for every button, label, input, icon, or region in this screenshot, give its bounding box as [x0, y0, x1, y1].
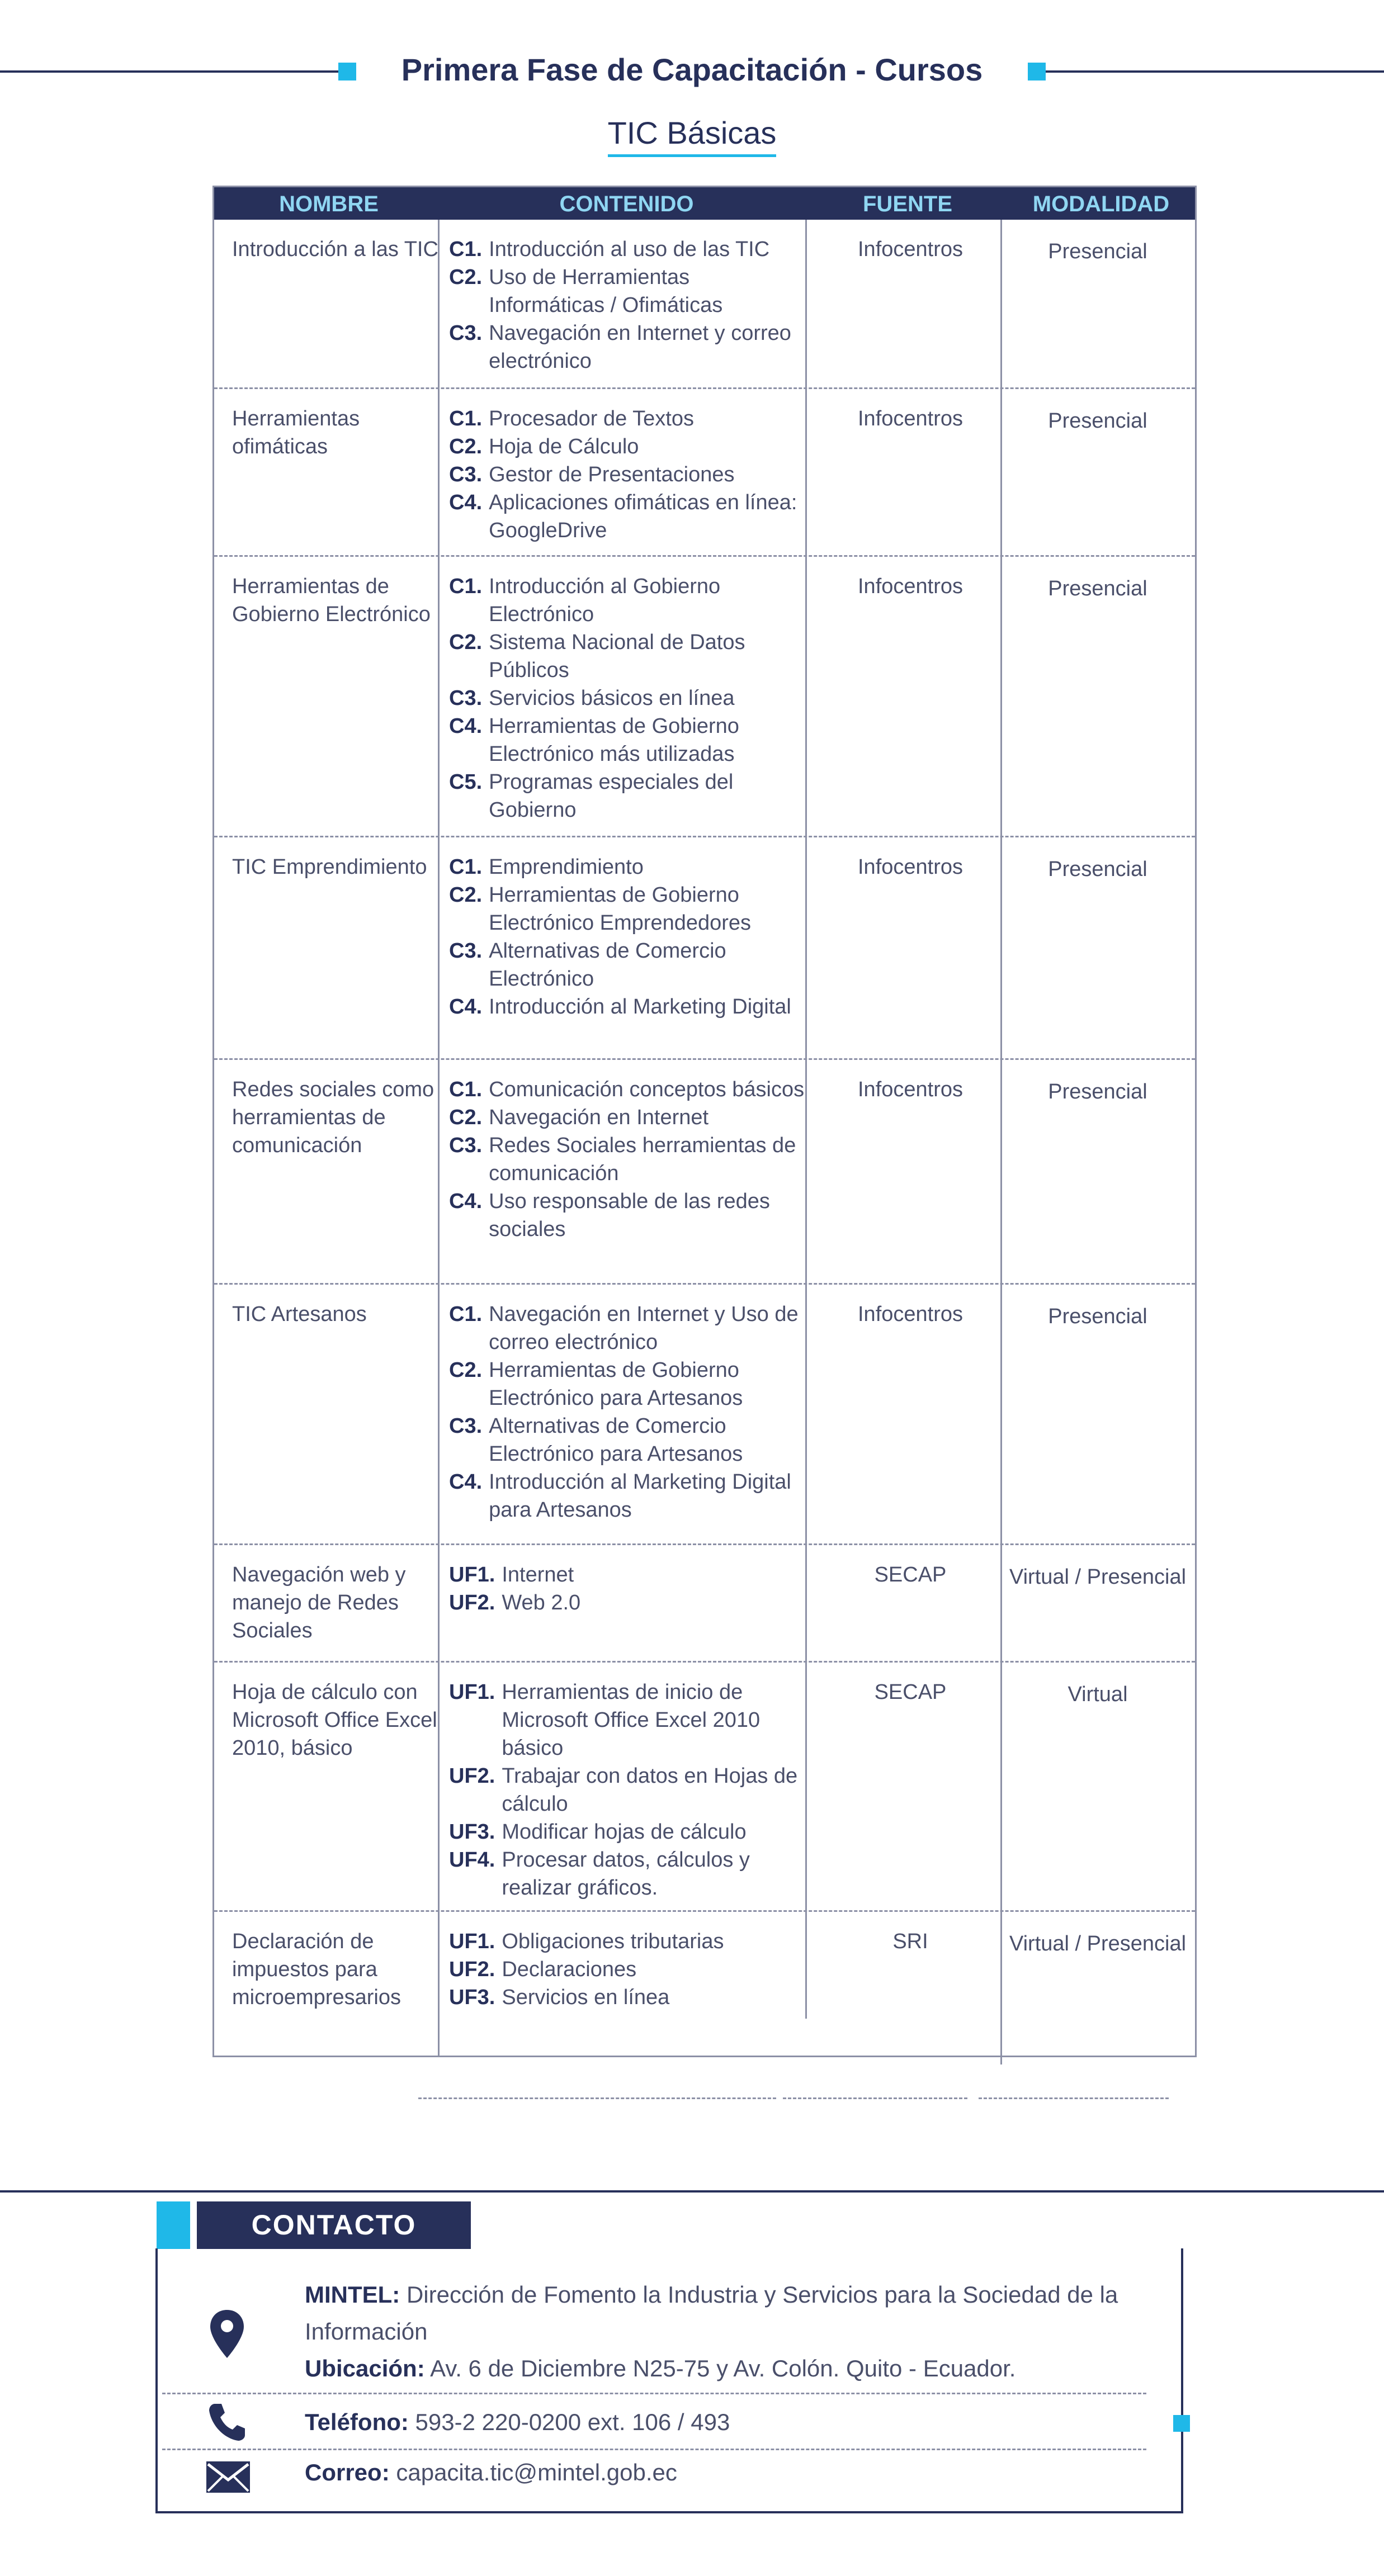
course-source: SECAP — [874, 1680, 947, 1704]
content-item-text: Introducción al uso de las TIC — [489, 238, 770, 261]
content-item — [449, 1076, 807, 1104]
content-item-text: Obligaciones tributarias — [502, 1930, 724, 1953]
course-modality: Virtual / Presencial — [1009, 1932, 1187, 1955]
contact-mintel: MINTEL: Dirección de Fomento la Industria y Servicios para la Sociedad de la Información — [305, 2281, 1118, 2345]
contact-divider — [162, 2449, 1146, 2450]
content-item-code: UF1. — [449, 1680, 495, 1704]
content-item-code: C1. — [449, 238, 483, 261]
course-content — [449, 572, 807, 824]
content-item-code: C1. — [449, 575, 483, 598]
content-item-code: C4. — [449, 1190, 483, 1213]
course-content — [449, 405, 807, 544]
content-item — [449, 1131, 807, 1187]
content-item — [449, 1846, 807, 1902]
content-item — [449, 572, 807, 628]
content-item-code: C3. — [449, 686, 483, 710]
content-item-code: UF1. — [449, 1563, 495, 1587]
contact-title: CONTACTO — [197, 2201, 471, 2249]
table-row — [214, 555, 1195, 837]
content-item — [449, 853, 807, 881]
content-item — [449, 1818, 807, 1846]
content-item-code: UF2. — [449, 1958, 495, 1981]
content-item — [449, 263, 807, 319]
content-item — [449, 1955, 807, 1983]
course-source: Infocentros — [858, 575, 963, 598]
content-item — [449, 993, 807, 1021]
contact-address: Ubicación: Av. 6 de Diciembre N25-75 y Av. Colón. Quito - Ecuador. — [305, 2355, 1016, 2381]
content-item-code: C3. — [449, 1134, 483, 1157]
content-item-code: C1. — [449, 407, 483, 430]
table-row — [214, 1283, 1195, 1545]
course-modality: Presencial — [1048, 409, 1147, 433]
content-item — [449, 1356, 807, 1412]
course-content — [449, 1300, 807, 1524]
content-item-code: UF2. — [449, 1764, 495, 1788]
content-item-code: C4. — [449, 1470, 483, 1494]
table-row — [214, 1910, 1195, 2028]
table-row — [214, 1661, 1195, 1912]
envelope-icon — [205, 2460, 252, 2494]
content-item-code: UF2. — [449, 1591, 495, 1614]
content-item — [449, 319, 807, 375]
table-row — [214, 1543, 1195, 1663]
course-content — [449, 1076, 807, 1243]
phone-icon — [207, 2402, 247, 2442]
course-name: Herramientas de Gobierno Electrónico — [232, 575, 431, 626]
email-link[interactable]: capacita.tic@mintel.gob.ec — [396, 2459, 677, 2485]
course-modality: Virtual / Presencial — [1009, 1565, 1187, 1589]
content-item-text: Alternativas de Comercio Electrónico — [489, 939, 726, 991]
content-item — [449, 1412, 807, 1468]
column-header-contenido: CONTENIDO — [559, 192, 694, 216]
footer-dash — [979, 2097, 1169, 2099]
courses-table — [212, 186, 1197, 2057]
course-content — [449, 1928, 807, 2011]
content-item — [449, 489, 807, 544]
course-modality: Presencial — [1048, 858, 1147, 881]
contact-accent-corner — [1173, 2415, 1190, 2432]
footer-dash — [418, 2097, 776, 2099]
table-row — [214, 220, 1195, 387]
content-item-text: Alternativas de Comercio Electrónico para Artesanos — [489, 1414, 743, 1466]
content-item-text: Modificar hojas de cálculo — [502, 1820, 747, 1844]
course-modality: Presencial — [1048, 1305, 1147, 1328]
section-subtitle: TIC Básicas — [0, 115, 1384, 157]
content-item-code: C4. — [449, 995, 483, 1019]
course-name: TIC Artesanos — [232, 1303, 367, 1326]
course-source: Infocentros — [858, 855, 963, 879]
content-item-text: Hoja de Cálculo — [489, 435, 639, 458]
course-source: Infocentros — [858, 238, 963, 261]
content-item-code: C3. — [449, 463, 483, 486]
content-item-code: C2. — [449, 435, 483, 458]
table-row — [214, 1058, 1195, 1285]
content-item-text: Navegación en Internet y correo electrónico — [489, 321, 791, 373]
course-name: TIC Emprendimiento — [232, 855, 427, 879]
content-item-code: C1. — [449, 1303, 483, 1326]
course-content — [449, 1561, 807, 1617]
contact-divider — [162, 2393, 1146, 2394]
course-name: Navegación web y manejo de Redes Sociales — [232, 1563, 406, 1642]
content-item — [449, 1928, 807, 1955]
content-item — [449, 628, 807, 684]
content-item-text: Sistema Nacional de Datos Públicos — [489, 631, 745, 682]
content-item — [449, 433, 807, 461]
course-name: Hoja de cálculo con Microsoft Office Excel 2010, básico — [232, 1680, 437, 1760]
content-item-text: Programas especiales del Gobierno — [489, 770, 734, 822]
content-item-text: Procesador de Textos — [489, 407, 694, 430]
course-source: Infocentros — [858, 1078, 963, 1101]
column-header-modalidad: MODALIDAD — [1032, 192, 1170, 216]
content-item-code: C1. — [449, 855, 483, 879]
course-modality: Virtual — [1067, 1683, 1128, 1706]
content-item-code: C2. — [449, 266, 483, 289]
content-item-text: Navegación en Internet — [489, 1106, 709, 1129]
content-item — [449, 235, 807, 263]
content-item — [449, 684, 807, 712]
content-item-text: Herramientas de inicio de Microsoft Office Excel 2010 básico — [502, 1680, 761, 1760]
course-source: SRI — [892, 1930, 928, 1953]
content-item — [449, 1983, 807, 2011]
contact-accent-square — [157, 2201, 190, 2249]
content-item-text: Comunicación conceptos básicos — [489, 1078, 805, 1101]
course-name: Declaración de impuestos para microempresarios — [232, 1930, 401, 2009]
course-name: Introducción a las TIC — [232, 238, 438, 261]
content-item-text: Herramientas de Gobierno Electrónico para Artesanos — [489, 1358, 743, 1410]
content-item — [449, 1561, 807, 1589]
course-name: Redes sociales como herramientas de comunicación — [232, 1078, 434, 1157]
course-source: Infocentros — [858, 407, 963, 430]
column-header-nombre: NOMBRE — [279, 192, 379, 216]
content-item — [449, 1678, 807, 1762]
course-modality: Presencial — [1048, 577, 1147, 600]
content-item-text: Herramientas de Gobierno Electrónico Emprendedores — [489, 883, 752, 935]
content-item-code: C4. — [449, 714, 483, 738]
content-item — [449, 768, 807, 824]
content-item-text: Trabajar con datos en Hojas de cálculo — [502, 1764, 798, 1816]
content-item-code: C3. — [449, 939, 483, 963]
course-content — [449, 235, 807, 375]
contact-rule — [0, 2190, 1384, 2193]
content-item — [449, 1762, 807, 1818]
content-item-code: C3. — [449, 1414, 483, 1438]
content-item-text: Aplicaciones ofimáticas en línea: GoogleDrive — [489, 491, 797, 542]
course-source: Infocentros — [858, 1303, 963, 1326]
content-item-text: Introducción al Marketing Digital — [489, 995, 791, 1019]
content-item — [449, 1187, 807, 1243]
course-modality: Presencial — [1048, 240, 1147, 263]
table-header — [214, 187, 1195, 220]
content-item — [449, 937, 807, 993]
content-item-text: Declaraciones — [502, 1958, 637, 1981]
content-item-code: C2. — [449, 1106, 483, 1129]
content-item-text: Herramientas de Gobierno Electrónico más utilizadas — [489, 714, 739, 766]
contact-email: Correo: capacita.tic@mintel.gob.ec — [305, 2459, 677, 2485]
table-row — [214, 387, 1195, 557]
content-item-text: Internet — [502, 1563, 574, 1587]
content-item-code: C5. — [449, 770, 483, 794]
content-item — [449, 1468, 807, 1524]
content-item-text: Introducción al Gobierno Electrónico — [489, 575, 721, 626]
content-item-text: Web 2.0 — [502, 1591, 581, 1614]
table-row — [214, 836, 1195, 1060]
location-pin-icon — [208, 2309, 246, 2359]
content-item-code: C4. — [449, 491, 483, 514]
content-item-text: Introducción al Marketing Digital para Artesanos — [489, 1470, 791, 1522]
content-item-text: Emprendimiento — [489, 855, 644, 879]
content-item-text: Servicios básicos en línea — [489, 686, 735, 710]
content-item-code: C2. — [449, 883, 483, 907]
content-item-code: C1. — [449, 1078, 483, 1101]
content-item-text: Uso de Herramientas Informáticas / Ofimáticas — [489, 266, 723, 317]
course-content — [449, 1678, 807, 1902]
course-content — [449, 853, 807, 1021]
content-item — [449, 1300, 807, 1356]
content-item-code: UF1. — [449, 1930, 495, 1953]
content-item-code: C3. — [449, 321, 483, 345]
content-item-text: Servicios en línea — [502, 1986, 670, 2009]
content-item-code: UF3. — [449, 1820, 495, 1844]
content-item — [449, 712, 807, 768]
content-item — [449, 1104, 807, 1131]
content-item-code: UF4. — [449, 1848, 495, 1872]
content-item — [449, 405, 807, 433]
course-modality: Presencial — [1048, 1080, 1147, 1104]
content-item-code: C2. — [449, 1358, 483, 1382]
content-item-text: Navegación en Internet y Uso de correo electrónico — [489, 1303, 799, 1354]
content-item-text: Procesar datos, cálculos y realizar gráficos. — [502, 1848, 750, 1900]
footer-dash — [783, 2097, 967, 2099]
contact-phone: Teléfono: 593-2 220-0200 ext. 106 / 493 — [305, 2409, 730, 2435]
content-item-code: UF3. — [449, 1986, 495, 2009]
content-item — [449, 461, 807, 489]
content-item-text: Uso responsable de las redes sociales — [489, 1190, 770, 1241]
course-name: Herramientas ofimáticas — [232, 407, 360, 458]
content-item — [449, 881, 807, 937]
column-header-fuente: FUENTE — [863, 192, 952, 216]
content-item-code: C2. — [449, 631, 483, 654]
course-source: SECAP — [874, 1563, 947, 1587]
content-item — [449, 1589, 807, 1617]
content-item-text: Gestor de Presentaciones — [489, 463, 735, 486]
page-title: Primera Fase de Capacitación - Cursos — [401, 52, 983, 87]
content-item-text: Redes Sociales herramientas de comunicación — [489, 1134, 796, 1185]
